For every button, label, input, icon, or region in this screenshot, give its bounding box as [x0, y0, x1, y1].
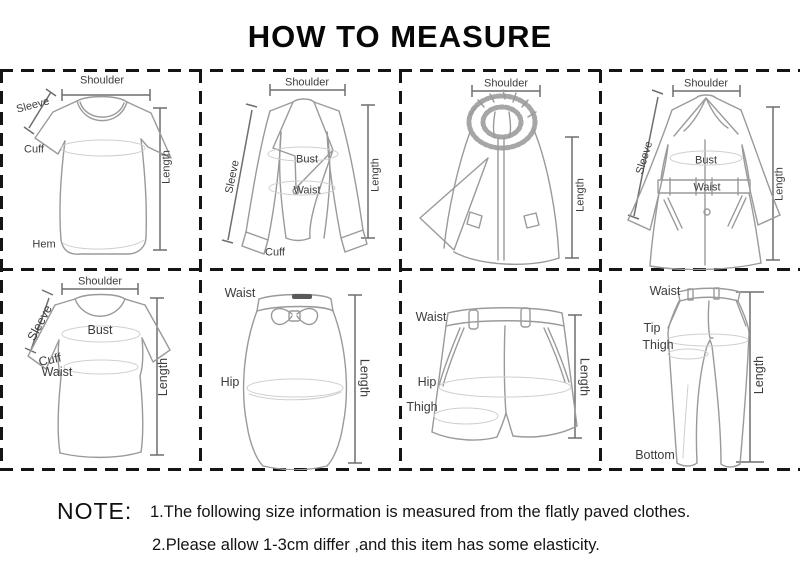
label-length: Length — [574, 178, 587, 212]
shorts-drawing — [400, 270, 600, 470]
page-title: HOW TO MEASURE — [247, 19, 553, 54]
label-bust: Bust — [295, 153, 319, 166]
label-bust: Bust — [694, 154, 718, 167]
dress-drawing — [0, 270, 200, 470]
label-sleeve: Sleeve — [15, 95, 51, 116]
note-heading: NOTE: — [57, 498, 133, 524]
panel-fur-coat — [400, 70, 600, 270]
fur-coat-outline — [420, 90, 559, 264]
label-sleeve: Sleeve — [223, 159, 242, 195]
label-bottom: Bottom — [635, 447, 675, 462]
label-sleeve: Sleeve — [633, 140, 656, 176]
panel-dress — [0, 270, 200, 470]
pants-drawing — [600, 270, 800, 470]
panel-trench-coat — [600, 70, 800, 270]
label-waist: Waist — [293, 184, 321, 197]
blazer-outline — [242, 99, 367, 254]
label-length: Length — [751, 355, 766, 395]
fur-coat-drawing — [400, 70, 600, 270]
label-waist: Waist — [693, 181, 721, 194]
label-hem: Hem — [32, 238, 56, 251]
label-length: Length — [155, 357, 170, 397]
skirt-outline — [244, 294, 347, 470]
label-cuff: Cuff — [37, 350, 63, 369]
note-line-2: 2.Please allow 1-3cm differ ,and this item has some elasticity. — [152, 536, 600, 554]
label-thigh: Thigh — [642, 337, 674, 352]
label-thigh: Thigh — [406, 399, 438, 414]
label-length: Length — [160, 150, 173, 184]
label-shoulder: Shoulder — [284, 76, 330, 89]
label-waist: Waist — [415, 309, 447, 324]
shorts-outline — [432, 308, 577, 440]
label-length: Length — [357, 358, 372, 398]
label-bust: Bust — [87, 322, 113, 337]
label-waist: Waist — [649, 283, 681, 298]
trench-coat-drawing — [600, 70, 800, 270]
label-hip: Hip — [220, 374, 240, 389]
label-shoulder: Shoulder — [77, 275, 123, 288]
label-cuff: Cuff — [24, 143, 44, 156]
label-length: Length — [577, 357, 592, 397]
label-shoulder: Shoulder — [483, 77, 529, 90]
panel-shorts — [400, 270, 600, 470]
label-length: Length — [773, 167, 786, 201]
label-waist: Waist — [41, 364, 73, 379]
tshirt-outline — [35, 97, 171, 255]
label-shoulder: Shoulder — [79, 74, 125, 87]
panel-pants — [600, 270, 800, 470]
label-hip: Hip — [417, 374, 437, 389]
label-waist: Waist — [224, 285, 256, 300]
tshirt-measure-lines — [24, 89, 167, 250]
note-line-1: 1.The following size information is measured from the flatly paved clothes. — [150, 503, 691, 521]
label-shoulder: Shoulder — [683, 77, 729, 90]
pants-outline — [668, 288, 749, 467]
panel-blazer — [200, 70, 400, 270]
label-length: Length — [369, 158, 382, 192]
label-cuff: Cuff — [265, 246, 285, 259]
panel-skirt — [200, 270, 400, 470]
label-sleeve: Sleeve — [24, 302, 55, 344]
label-tip: Tip — [643, 320, 661, 335]
panel-tshirt — [0, 70, 200, 270]
